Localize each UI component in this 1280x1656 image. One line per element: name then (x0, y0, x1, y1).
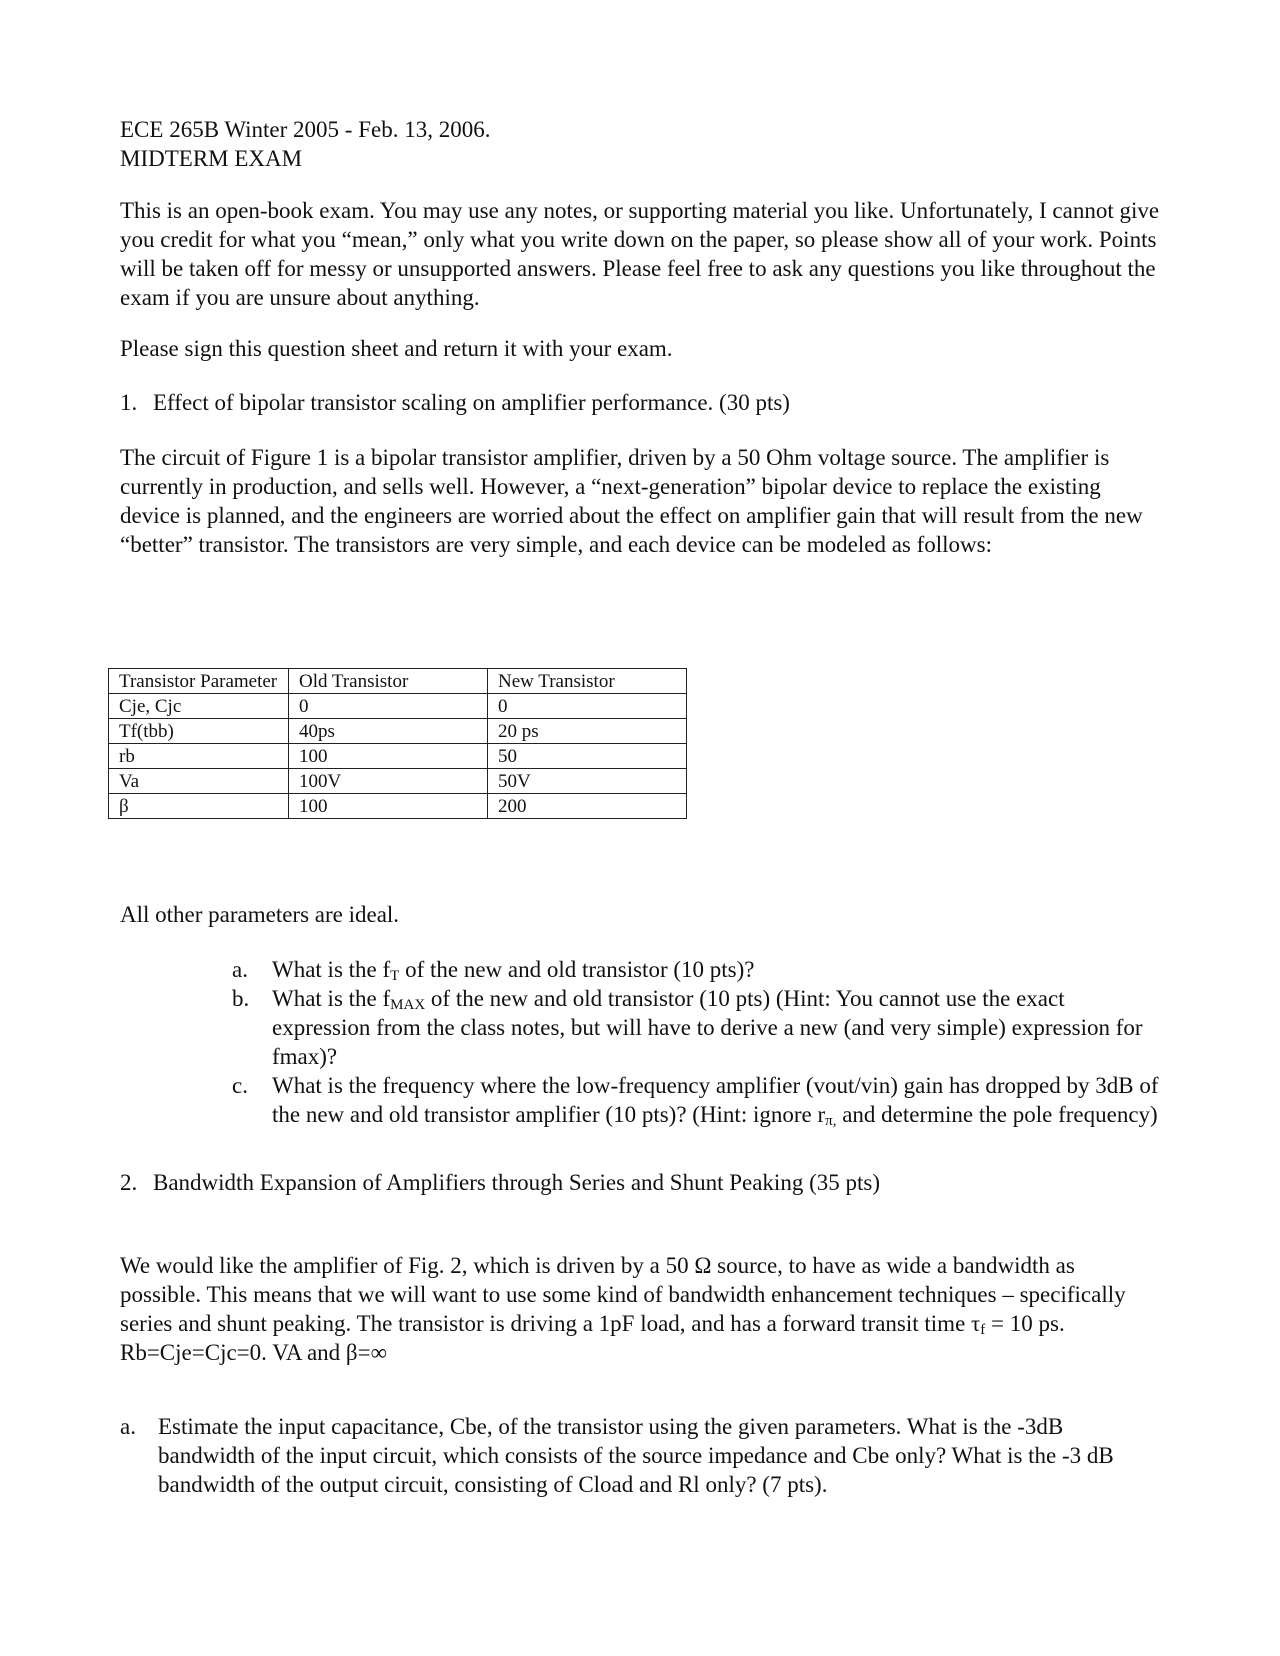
q1a-text (272, 955, 1162, 984)
q1-part-a (232, 955, 1162, 984)
q1b-text-pre: What is the f (272, 986, 391, 1011)
sign-note: Please sign this question sheet and return it with your exam. (120, 336, 673, 361)
table-row (109, 719, 687, 744)
q1a-subscript: T (390, 968, 400, 984)
table-cell: 100 (289, 794, 488, 819)
header-cell-parameter: Transistor Parameter (109, 669, 289, 694)
table-row (109, 794, 687, 819)
table-cell: 50V (488, 769, 687, 794)
q2-description (120, 1251, 1160, 1367)
q1b-subscript: MAX (390, 997, 426, 1013)
q2a-letter: a. (120, 1414, 136, 1439)
table-cell: Tf(tbb) (109, 719, 289, 744)
q2-desc-subscript: f (980, 1322, 986, 1338)
q1a-letter: a. (232, 957, 248, 982)
q1-heading (120, 388, 1160, 417)
q1a-text-pre: What is the f (272, 957, 391, 982)
q2a-text: Estimate the input capacitance, Cbe, of the transistor using the given parameters. What is the -3dB bandwidth of the input circuit, which consists of the source impedance and Cbe only? What is the -3 dB bandwidth of the output circuit, consisting of Cload and Rl only? (7 pts). (158, 1414, 1114, 1497)
other-params-note: All other parameters are ideal. (120, 902, 400, 927)
q2-title: Bandwidth Expansion of Amplifiers through Series and Shunt Peaking (35 pts) (153, 1170, 880, 1195)
intro-paragraph: This is an open-book exam. You may use any notes, or supporting material you like. Unfortunately, I cannot give you credit for what you “mean,” only what you write down on the paper, so please show all of your work. Points will be taken off for messy or unsupported answers. Please feel free to ask any questions you like throughout the exam if you are unsure about anything. (120, 198, 1160, 310)
table-header-row (109, 669, 687, 694)
header-cell-new: New Transistor (488, 669, 687, 694)
table-cell: Cje, Cjc (109, 694, 289, 719)
exam-header (120, 115, 1160, 173)
table-cell: 100 (289, 744, 488, 769)
table-cell: Va (109, 769, 289, 794)
course-line: ECE 265B Winter 2005 - Feb. 13, 2006. (120, 117, 491, 142)
q1c-subscript: π, (825, 1113, 837, 1129)
q1b-text (272, 984, 1162, 1071)
header-cell-old: Old Transistor (289, 669, 488, 694)
q2-desc-post: = 10 ps. Rb=Cje=Cjc=0. VA and β=∞ (120, 1311, 1065, 1365)
q1c-letter: c. (232, 1073, 248, 1098)
q2-heading (120, 1168, 1160, 1197)
table-cell: rb (109, 744, 289, 769)
table-cell: 200 (488, 794, 687, 819)
q1-part-c (232, 1071, 1162, 1129)
q1c-text-post: and determine the pole frequency) (836, 1102, 1158, 1127)
table-cell: 100V (289, 769, 488, 794)
q2-desc-pre: We would like the amplifier of Fig. 2, which is driven by a 50 Ω source, to have as wide a bandwidth as possible. This means that we will want to use some kind of bandwidth enhancement techniques – specifically series and shunt peaking. The transistor is driving a 1pF load, and has a forward transit time τ (120, 1253, 1126, 1336)
table-cell: 40ps (289, 719, 488, 744)
q2-part-a (120, 1412, 1165, 1499)
q1b-text-post: of the new and old transistor (10 pts) (Hint: You cannot use the exact expression from the class notes, but will have to derive a new (and very simple) expression for fmax)? (272, 986, 1143, 1069)
table-cell: 50 (488, 744, 687, 769)
q1c-text-pre: What is the frequency where the low-frequency amplifier (vout/vin) gain has dropped by 3dB of the new and old transistor amplifier (10 pts)? (Hint: ignore r (272, 1073, 1159, 1127)
q1-number: 1. (120, 390, 138, 415)
table-cell: 0 (289, 694, 488, 719)
table-cell: 0 (488, 694, 687, 719)
q1-description: The circuit of Figure 1 is a bipolar transistor amplifier, driven by a 50 Ohm voltage source. The amplifier is currently in production, and sells well. However, a “next-generation” bipolar device to replace the existing device is planned, and the engineers are worried about the effect on amplifier gain that will result from the new “better” transistor. The transistors are very simple, and each device can be modeled as follows: (120, 445, 1143, 557)
q1-part-b (232, 984, 1162, 1071)
q1c-text (272, 1071, 1162, 1129)
table-cell: 20 ps (488, 719, 687, 744)
table-cell: β (109, 794, 289, 819)
q1a-text-post: of the new and old transistor (10 pts)? (399, 957, 755, 982)
table-row (109, 744, 687, 769)
table-row (109, 769, 687, 794)
q2-number: 2. (120, 1170, 138, 1195)
q1b-letter: b. (232, 986, 250, 1011)
exam-title: MIDTERM EXAM (120, 146, 303, 171)
transistor-parameter-table (108, 668, 687, 819)
q1-title: Effect of bipolar transistor scaling on amplifier performance. (30 pts) (153, 390, 790, 415)
table-row (109, 694, 687, 719)
